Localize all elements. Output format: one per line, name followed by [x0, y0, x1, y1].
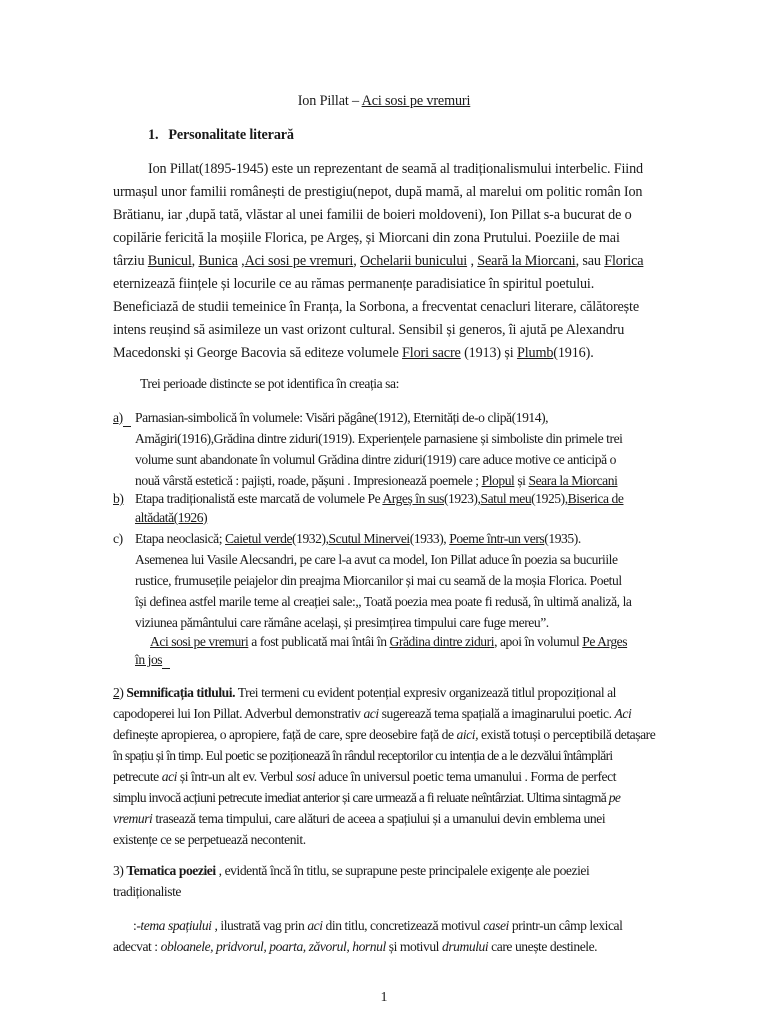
period-c-label: c) — [113, 531, 123, 546]
p1-line: intens reușind să asimileze un vast orizont cultural. Sensibil și generos, îi ajută pe Alexandru — [113, 322, 625, 338]
period-b-line: altădată(1926) — [135, 510, 208, 525]
poem-link: Ochelarii bunicului — [360, 253, 468, 269]
section-2-line: în spațiu și în timp. Eul poetic se poziționează în rândul receptorilor cu intenția de a le dezvălui întâmplări — [113, 748, 613, 763]
section-2-heading: Semnificația titlului. — [126, 685, 236, 700]
volume-link: Plumb — [516, 345, 554, 361]
volume-link: Poeme într-un vers — [449, 531, 545, 546]
volume-link: Flori sacre — [402, 345, 461, 361]
period-c-line: Etapa neoclasică; Caietul verde(1932),Scutul Minervei(1933), Poeme într-un vers(1935). — [135, 531, 581, 546]
volume-link: Grădina dintre ziduri — [389, 634, 495, 649]
volume-link: Biserica de — [567, 491, 624, 506]
volume-link: Scutul Minervei — [328, 531, 410, 546]
period-c-line: Aci sosi pe vremuri a fost publicată mai întâi în Grădina dintre ziduri, apoi în volumul Pe Arges — [150, 634, 628, 649]
document-title — [0, 92, 768, 110]
section-1-heading — [148, 126, 668, 144]
period-c-line: viziunea pământului care rămâne același, și presimțirea timpului care fuge mereu”. — [135, 615, 549, 630]
periods-intro: Trei perioade distincte se pot identifica în creația sa: — [140, 376, 399, 391]
poem-link: Aci sosi pe vremuri — [150, 634, 249, 649]
poem-link: Bunicul — [147, 253, 192, 269]
volume-link: Caietul verde — [225, 531, 293, 546]
poem-link: Plopul — [481, 473, 515, 488]
period-b-label: b) — [113, 491, 124, 506]
p1-line: copilărie fericită la moșiile Florica, pe Argeș, și Miorcani din zona Prutului. Poeziile de mai — [113, 230, 620, 246]
p1-line: Ion Pillat(1895-1945) este un reprezentant de seamă al tradiționalismului interbelic. Fiind — [148, 161, 643, 177]
section-2-line: existențe ce se perpetuează necontenit. — [113, 832, 306, 847]
volume-link: Satul meu — [480, 491, 532, 506]
period-a-line: nouă vârstă estetică : pajiști, roade, pășuni . Impresionează poemele ; Plopul și Seara la Miorcani — [135, 473, 618, 488]
section-3-line: tradiționaliste — [113, 884, 181, 899]
period-c-line: Asemenea lui Vasile Alecsandri, pe care l-a avut ca model, Ion Pillat aduce în poezia sa bucuriile — [135, 552, 618, 567]
poem-link: Seară la Miorcani — [477, 253, 576, 269]
section-2-line: petrecute aci și într-un alt ev. Verbul sosi aduce în universul poetic tema umanului . Forma de perfect — [113, 769, 617, 784]
theme-line: adecvat : obloanele, pridvorul, poarta, zăvorul, hornul și motivul drumului care unește destinele. — [113, 939, 598, 954]
poem-link: Seara la Miorcani — [528, 473, 618, 488]
p1-line: Brătianu, iar ,după tată, vlăstar al unei familii de boieri moldoveni), Ion Pillat s-a bucurat de o — [113, 207, 632, 223]
period-a-line: Parnasian-simbolică în volumele: Visări păgâne(1912), Eternități de-o clipă(1914), — [135, 410, 549, 425]
section-2-number: 2 — [113, 685, 120, 700]
volume-link: Argeș în sus — [382, 491, 444, 506]
section-2-line: simplu invocă acțiuni petrecute imediat anterior și care urmează a fi reluate neîntârziat. Ultima sintagmă pe — [113, 790, 621, 805]
section-2-line: capodoperei lui Ion Pillat. Adverbul demonstrativ aci sugerează tema spațială a imaginarului poetic. Aci — [113, 706, 632, 721]
section-1-number: 1. — [148, 127, 159, 143]
volume-link: Pe Arges — [582, 634, 628, 649]
section-2-line: definește apropierea, o apropiere, față de care, spre deosebire față de aici, există totuși o perceptibilă detașare — [113, 727, 656, 742]
period-a-line: volume sunt abandonate în volumul Grădina dintre ziduri(1919) care aduce motive ce anticipă o — [135, 452, 616, 467]
section-3-number: 3) — [113, 863, 124, 878]
p1-line: urmașul unor familii românești de prestigiu(nepot, după mamă, al marelui om politic român Ion — [113, 184, 643, 200]
section-2-line: 2) Semnificația titlului. Trei termeni cu evident potențial expresiv organizează titlul propozițional al — [113, 685, 617, 700]
title-author: Ion Pillat – — [297, 93, 362, 109]
section-1-title: Personalitate literară — [168, 127, 294, 143]
period-c-line: își definea astfel marile teme al creației sale:,, Toată poezia mea poate fi redusă, în ultimă analiză, la — [135, 594, 632, 609]
p1-line: Beneficiază de studii temeinice în Franța, la Sorbona, a frecventat cenacluri literare, călătorește — [113, 299, 639, 315]
poem-link: Florica — [604, 253, 644, 269]
period-c-line: rustice, frumusețile peiajelor din preajma Miorcanilor și mai cu seamă de la moșia Florica. Poetul — [135, 573, 622, 588]
period-c-line: în jos — [135, 651, 668, 669]
section-3-line: 3) Tematica poeziei , evidentă încă în titlu, se suprapune peste principalele exigențe ale poeziei — [113, 863, 590, 878]
poem-link: Aci sosi pe vremuri — [244, 253, 354, 269]
period-a-line: Amăgiri(1916),Grădina dintre ziduri(1919). Experiențele parnasiene și simboliste din primele trei — [135, 431, 623, 446]
poem-link: Bunica — [198, 253, 238, 269]
theme-line: :-tema spațiului , ilustrată vag prin aci din titlu, concretizează motivul casei printr-un câmp lexical — [133, 918, 623, 933]
period-b-line: Etapa tradiționalistă este marcată de volumele Pe Argeș în sus(1923),Satul meu(1925),Biserica de — [135, 491, 624, 506]
page-number: 1 — [380, 990, 388, 1005]
p1-line: Macedonski și George Bacovia să editeze volumele Flori sacre (1913) și Plumb(1916). — [113, 345, 594, 361]
title-work: Aci sosi pe vremuri — [361, 93, 471, 109]
period-a-label: a) — [113, 409, 668, 427]
section-3-heading: Tematica poeziei — [126, 863, 216, 878]
section-2-line: vremuri trasează tema timpului, care alături de aceea a spațiului și a umanului devin emblema unei — [113, 811, 606, 826]
p1-line: eternizează ființele și locurile ce au rămas permanențe paradisiatice în spiritul poetului. — [113, 276, 595, 292]
p1-line: târziu Bunicul, Bunica ,Aci sosi pe vremuri, Ochelarii bunicului , Seară la Miorcani, sau Florica — [113, 253, 644, 269]
